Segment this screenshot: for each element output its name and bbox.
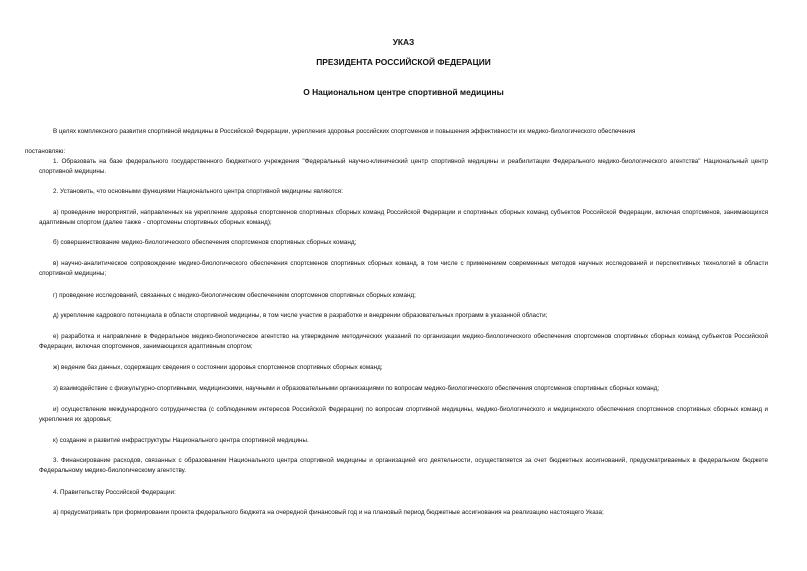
paragraph-2b: б) совершенствование медико-биологического обеспечения спортсменов спортивных сборных команд; bbox=[53, 239, 357, 246]
paragraph-2e: е) разработка и направление в Федеральное медико-биологическое агентство на утверждение методических указаний по организации медико-биологического обеспечения спортсменов спортивных сборных команд субъектов Российской Федерации, включая спортсменов, занимающихся адаптивным спортом; bbox=[39, 333, 768, 350]
paragraph-2k: к) создание и развитие инфраструктуры Национального центра спортивной медицины. bbox=[53, 437, 309, 444]
paragraph-2d: д) укрепление кадрового потенциала в области спортивной медицины, в том числе участие в разработке и внедрении образовательных программ в указанной области; bbox=[53, 312, 548, 319]
decree-word: постановляю: bbox=[25, 148, 66, 155]
preamble-paragraph: В целях комплексного развития спортивной медицины в Российской Федерации, укрепления здоровья российских спортсменов и повышения эффективности их медико-биологического обеспечения bbox=[53, 128, 636, 135]
issuer-heading: ПРЕЗИДЕНТА РОССИЙСКОЙ ФЕДЕРАЦИИ bbox=[316, 57, 491, 67]
paragraph-4: 4. Правительству Российской Федерации: bbox=[53, 489, 176, 496]
paragraph-4a: а) предусматривать при формировании проекта федерального бюджета на очередной финансовый год и на плановый период бюджетные ассигнования на реализацию настоящего Указа; bbox=[53, 509, 604, 516]
paragraph-2g: г) проведение исследований, связанных с медико-биологическим обеспечением спортсменов спортивных сборных команд; bbox=[53, 292, 416, 299]
decree-type-heading: УКАЗ bbox=[392, 37, 415, 47]
paragraph-2: 2. Установить, что основными функциями Национального центра спортивной медицины являются: bbox=[53, 188, 343, 195]
paragraph-1: 1. Образовать на базе федерального государственного бюджетного учреждения "Федеральный научно-клинический центр спортивной медицины и реабилитации Федерального медико-биологического агентства" Национальный центр спортивной медицины. bbox=[39, 158, 768, 175]
paragraph-2zh: ж) ведение баз данных, содержащих сведения о состоянии здоровья спортсменов спортивных сборных команд; bbox=[53, 364, 383, 371]
paragraph-3: 3. Финансирование расходов, связанных с образованием Национального центра спортивной медицины и организацией его деятельности, осуществляется за счет бюджетных ассигнований, предусматриваемых в федеральном бюджете Федеральному медико-биологическому агентству. bbox=[39, 457, 768, 474]
paragraph-2i: и) осуществление международного сотрудничества (с соблюдением интересов Российской Федерации) по вопросам спортивной медицины, медико-биологического и медицинского обеспечения спортсменов спортивных сборных команд и укрепления их здоровья; bbox=[39, 406, 768, 423]
document-title: О Национальном центре спортивной медицины bbox=[303, 87, 504, 97]
paragraph-2v: в) научно-аналитическое сопровождение медико-биологического обеспечения спортсменов спортивных сборных команд, в том числе с применением современных методов научных исследований и перспективных технологий в области спортивной медицины; bbox=[39, 260, 768, 277]
paragraph-2z: з) взаимодействие с физкультурно-спортивными, медицинскими, научными и образовательными организациями по вопросам медико-биологического обеспечения спортсменов спортивных сборных команд; bbox=[53, 385, 660, 392]
paragraph-2a: а) проведение мероприятий, направленных на укрепление здоровья спортсменов спортивных сборных команд Российской Федерации и спортивных сборных команд субъектов Российской Федерации, включая спортсменов, занимающихся адаптивным спортом (далее также - спортсмены спортивных сборных команд); bbox=[39, 209, 768, 226]
